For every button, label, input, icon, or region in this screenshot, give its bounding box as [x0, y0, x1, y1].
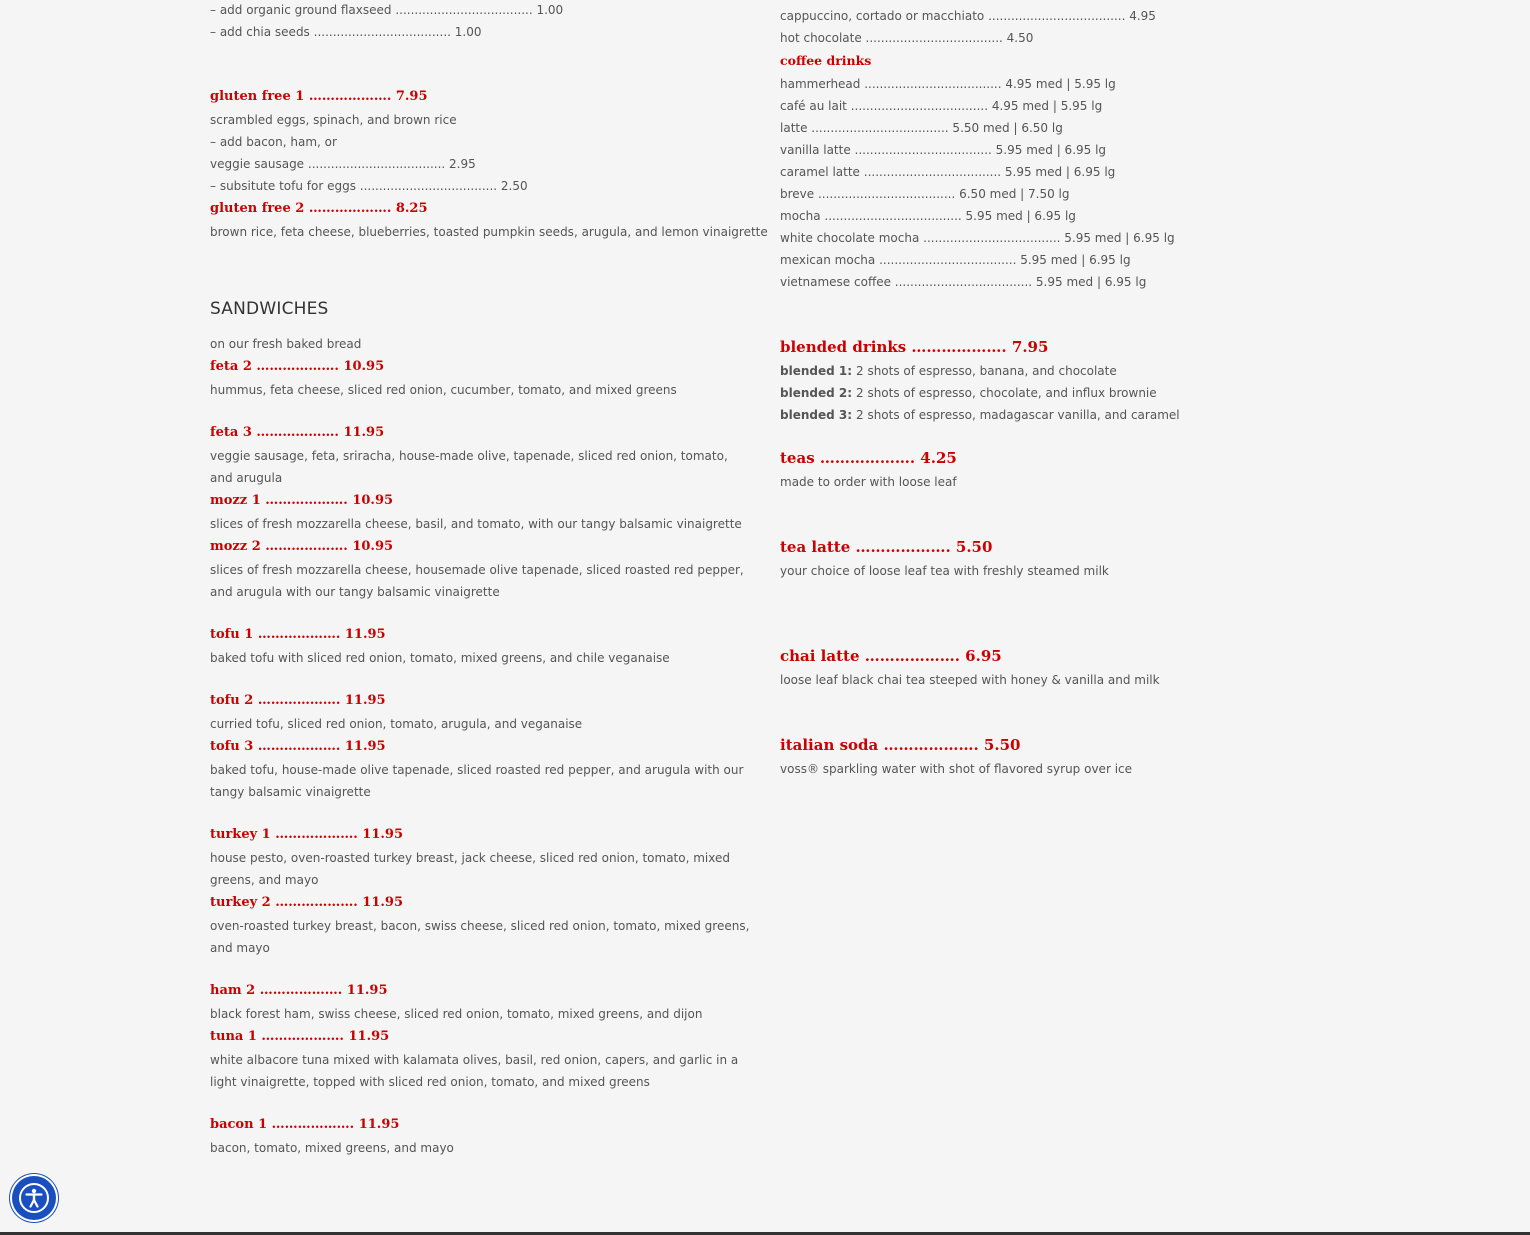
menu-item-heading-italian-soda: italian soda ………………. 5.50: [780, 736, 1021, 754]
section-title-sandwiches: SANDWICHES: [210, 299, 329, 319]
menu-item-desc: veggie sausage, feta, sriracha, house-made olive, tapenade, sliced red onion, tomato, and arugula: [210, 449, 728, 485]
menu-item-heading: tofu 2 ………………. 11.95: [210, 693, 386, 708]
menu-item-desc: oven-roasted turkey breast, bacon, swiss cheese, sliced red onion, tomato, mixed greens, and mayo: [210, 919, 750, 955]
menu-item-heading: tofu 1 ………………. 11.95: [210, 627, 386, 642]
blended-label: blended 3:: [780, 408, 853, 422]
section-heading-coffee-drinks: coffee drinks: [780, 53, 872, 68]
menu-item-heading: ham 2 ………………. 11.95: [210, 983, 388, 998]
drink-line: white chocolate mocha .................................... 5.95 med | 6.95 lg: [780, 231, 1175, 245]
menu-item-heading-teas: teas ………………. 4.25: [780, 449, 957, 467]
menu-item-desc: voss® sparkling water with shot of flavored syrup over ice: [780, 762, 1133, 776]
menu-item-desc: made to order with loose leaf: [780, 475, 957, 489]
menu-item-desc: baked tofu, house-made olive tapenade, sliced roasted red pepper, and arugula with our tangy balsamic vinaigrette: [210, 763, 744, 799]
blended-desc: 2 shots of espresso, madagascar vanilla, and caramel: [856, 408, 1180, 422]
menu-item-heading: turkey 1 ………………. 11.95: [210, 827, 403, 842]
drink-line: vietnamese coffee .................................... 5.95 med | 6.95 lg: [780, 275, 1147, 289]
menu-item-desc: slices of fresh mozzarella cheese, housemade olive tapenade, sliced roasted red pepper, and arugula with our tangy balsamic vinaigrette: [210, 563, 744, 599]
accessibility-button[interactable]: [12, 1176, 56, 1220]
blended-item: [780, 404, 1180, 426]
blended-desc: 2 shots of espresso, banana, and chocolate: [856, 364, 1117, 378]
menu-item-desc: curried tofu, sliced red onion, tomato, arugula, and veganaise: [210, 717, 583, 731]
menu-item-desc: slices of fresh mozzarella cheese, basil, and tomato, with our tangy balsamic vinaigrette: [210, 517, 742, 531]
section-intro: on our fresh baked bread: [210, 337, 362, 351]
menu-item-heading-tea-latte: tea latte ………………. 5.50: [780, 538, 993, 556]
blended-label: blended 1:: [780, 364, 853, 378]
menu-item-heading: feta 2 ………………. 10.95: [210, 359, 385, 374]
drink-line: vanilla latte .................................... 5.95 med | 6.95 lg: [780, 143, 1107, 157]
menu-item-desc: scrambled eggs, spinach, and brown rice: [210, 113, 457, 127]
menu-item-heading: feta 3 ………………. 11.95: [210, 425, 385, 440]
accessibility-icon: [18, 1182, 50, 1214]
drink-line: mexican mocha .................................... 5.95 med | 6.95 lg: [780, 253, 1131, 267]
blended-desc: 2 shots of espresso, chocolate, and influx brownie: [856, 386, 1157, 400]
menu-item-heading: bacon 1 ………………. 11.95: [210, 1117, 400, 1132]
menu-item-desc: your choice of loose leaf tea with freshly steamed milk: [780, 564, 1109, 578]
menu-item-heading: mozz 1 ………………. 10.95: [210, 493, 394, 508]
drink-line: café au lait .................................... 4.95 med | 5.95 lg: [780, 99, 1103, 113]
addon-flaxseed: – add organic ground flaxseed .................................... 1.00: [210, 3, 564, 17]
menu-item-heading: tuna 1 ………………. 11.95: [210, 1029, 390, 1044]
menu-item-desc: hummus, feta cheese, sliced red onion, cucumber, tomato, and mixed greens: [210, 383, 677, 397]
menu-item-heading-gluten-free-1: gluten free 1 ………………. 7.95: [210, 89, 428, 104]
menu-item-heading: mozz 2 ………………. 10.95: [210, 539, 394, 554]
drink-line: hammerhead .................................... 4.95 med | 5.95 lg: [780, 77, 1116, 91]
menu-item-addon: – add bacon, ham, or: [210, 135, 337, 149]
drink-line: cappuccino, cortado or macchiato .................................... 4.95: [780, 9, 1156, 23]
menu-item-desc: white albacore tuna mixed with kalamata olives, basil, red onion, capers, and garlic in a light vinaigrette, topped with sliced red onion, tomato, and mixed greens: [210, 1053, 739, 1089]
drink-line: hot chocolate .................................... 4.50: [780, 31, 1034, 45]
menu-item-desc: black forest ham, swiss cheese, sliced red onion, tomato, mixed greens, and dijon: [210, 1007, 703, 1021]
menu-item-heading-chai-latte: chai latte ………………. 6.95: [780, 647, 1002, 665]
blended-item: [780, 382, 1157, 404]
menu-item-heading: turkey 2 ………………. 11.95: [210, 895, 403, 910]
menu-item-desc: baked tofu with sliced red onion, tomato, mixed greens, and chile veganaise: [210, 651, 670, 665]
blended-label: blended 2:: [780, 386, 853, 400]
menu-item-desc: house pesto, oven-roasted turkey breast, jack cheese, sliced red onion, tomato, mixed greens, and mayo: [210, 851, 730, 887]
menu-item-heading-gluten-free-2: gluten free 2 ………………. 8.25: [210, 201, 428, 216]
menu-item-heading: tofu 3 ………………. 11.95: [210, 739, 386, 754]
menu-item-heading-blended-drinks: blended drinks ………………. 7.95: [780, 338, 1049, 356]
menu-item-desc: loose leaf black chai tea steeped with honey & vanilla and milk: [780, 673, 1160, 687]
menu-item-desc: bacon, tomato, mixed greens, and mayo: [210, 1141, 454, 1155]
menu-item-addon: veggie sausage .................................... 2.95: [210, 157, 476, 171]
menu-item-addon: – subsitute tofu for eggs .................................... 2.50: [210, 179, 528, 193]
drink-line: latte .................................... 5.50 med | 6.50 lg: [780, 121, 1063, 135]
blended-item: [780, 360, 1117, 382]
menu-item-desc: brown rice, feta cheese, blueberries, toasted pumpkin seeds, arugula, and lemon vinaigrette: [210, 225, 768, 239]
drink-line: caramel latte .................................... 5.95 med | 6.95 lg: [780, 165, 1116, 179]
addon-chia: – add chia seeds .................................... 1.00: [210, 25, 482, 39]
drink-line: mocha .................................... 5.95 med | 6.95 lg: [780, 209, 1076, 223]
drink-line: breve .................................... 6.50 med | 7.50 lg: [780, 187, 1070, 201]
